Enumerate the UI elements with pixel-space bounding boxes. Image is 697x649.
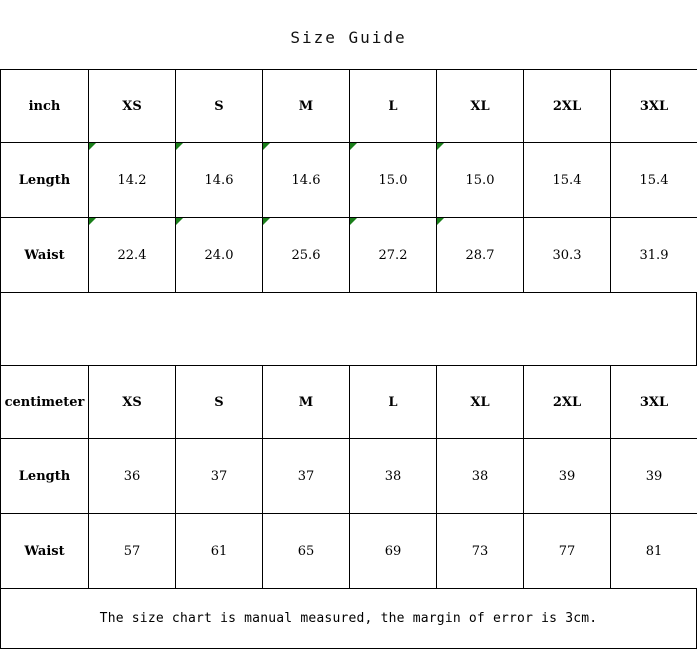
row-header-length: Length — [1, 143, 89, 218]
size-table-centimeter — [0, 365, 697, 589]
corner-mark-icon — [263, 218, 270, 225]
cell-waist-3xl-cm: 81 — [611, 514, 697, 589]
column-header-l-cm: L — [350, 366, 437, 439]
column-header-2xl-cm: 2XL — [524, 366, 611, 439]
cell-length-l-cm: 38 — [350, 439, 437, 514]
cell-length-2xl-cm: 39 — [524, 439, 611, 514]
cell-waist-l: 27.2 — [350, 218, 437, 293]
cell-length-s-cm: 37 — [176, 439, 263, 514]
column-header-s: S — [176, 70, 263, 143]
cell-waist-3xl: 31.9 — [611, 218, 697, 293]
table-row — [1, 514, 697, 589]
corner-mark-icon — [437, 218, 444, 225]
row-header-waist: Waist — [1, 218, 89, 293]
cell-length-2xl: 15.4 — [524, 143, 611, 218]
table-row — [1, 439, 697, 514]
column-header-xl: XL — [437, 70, 524, 143]
table-separator — [0, 293, 697, 365]
column-header-2xl: 2XL — [524, 70, 611, 143]
corner-mark-icon — [89, 218, 96, 225]
row-header-length-cm: Length — [1, 439, 89, 514]
cell-length-m: 14.6 — [263, 143, 350, 218]
cell-waist-s: 24.0 — [176, 218, 263, 293]
cell-waist-xl-cm: 73 — [437, 514, 524, 589]
page-title: Size Guide — [0, 0, 697, 69]
cell-length-xl: 15.0 — [437, 143, 524, 218]
row-header-waist-cm: Waist — [1, 514, 89, 589]
cell-waist-m: 25.6 — [263, 218, 350, 293]
corner-mark-icon — [350, 143, 357, 150]
cell-waist-xs-cm: 57 — [89, 514, 176, 589]
cell-waist-2xl-cm: 77 — [524, 514, 611, 589]
table-row — [1, 218, 697, 293]
corner-mark-icon — [263, 143, 270, 150]
column-header-xs-cm: XS — [89, 366, 176, 439]
table-row — [1, 70, 697, 143]
corner-mark-icon — [176, 143, 183, 150]
cell-length-s: 14.6 — [176, 143, 263, 218]
column-header-m-cm: M — [263, 366, 350, 439]
cell-waist-xs: 22.4 — [89, 218, 176, 293]
corner-mark-icon — [350, 218, 357, 225]
table-row — [1, 366, 697, 439]
corner-mark-icon — [437, 143, 444, 150]
cell-waist-2xl: 30.3 — [524, 218, 611, 293]
cell-length-xs: 14.2 — [89, 143, 176, 218]
column-header-3xl-cm: 3XL — [611, 366, 697, 439]
column-header-xl-cm: XL — [437, 366, 524, 439]
cell-length-3xl: 15.4 — [611, 143, 697, 218]
cell-length-xs-cm: 36 — [89, 439, 176, 514]
column-header-m: M — [263, 70, 350, 143]
column-header-3xl: 3XL — [611, 70, 697, 143]
cell-waist-xl: 28.7 — [437, 218, 524, 293]
column-header-s-cm: S — [176, 366, 263, 439]
cell-length-l: 15.0 — [350, 143, 437, 218]
corner-mark-icon — [89, 143, 96, 150]
column-header-xs: XS — [89, 70, 176, 143]
cell-length-3xl-cm: 39 — [611, 439, 697, 514]
size-table-inch — [0, 69, 697, 293]
measurement-disclaimer: The size chart is manual measured, the margin of error is 3cm. — [0, 589, 697, 649]
column-header-l: L — [350, 70, 437, 143]
cell-length-m-cm: 37 — [263, 439, 350, 514]
cell-length-xl-cm: 38 — [437, 439, 524, 514]
cell-waist-m-cm: 65 — [263, 514, 350, 589]
corner-mark-icon — [176, 218, 183, 225]
unit-header-centimeter: centimeter — [1, 366, 89, 439]
table-row — [1, 143, 697, 218]
cell-waist-l-cm: 69 — [350, 514, 437, 589]
unit-header-inch: inch — [1, 70, 89, 143]
cell-waist-s-cm: 61 — [176, 514, 263, 589]
